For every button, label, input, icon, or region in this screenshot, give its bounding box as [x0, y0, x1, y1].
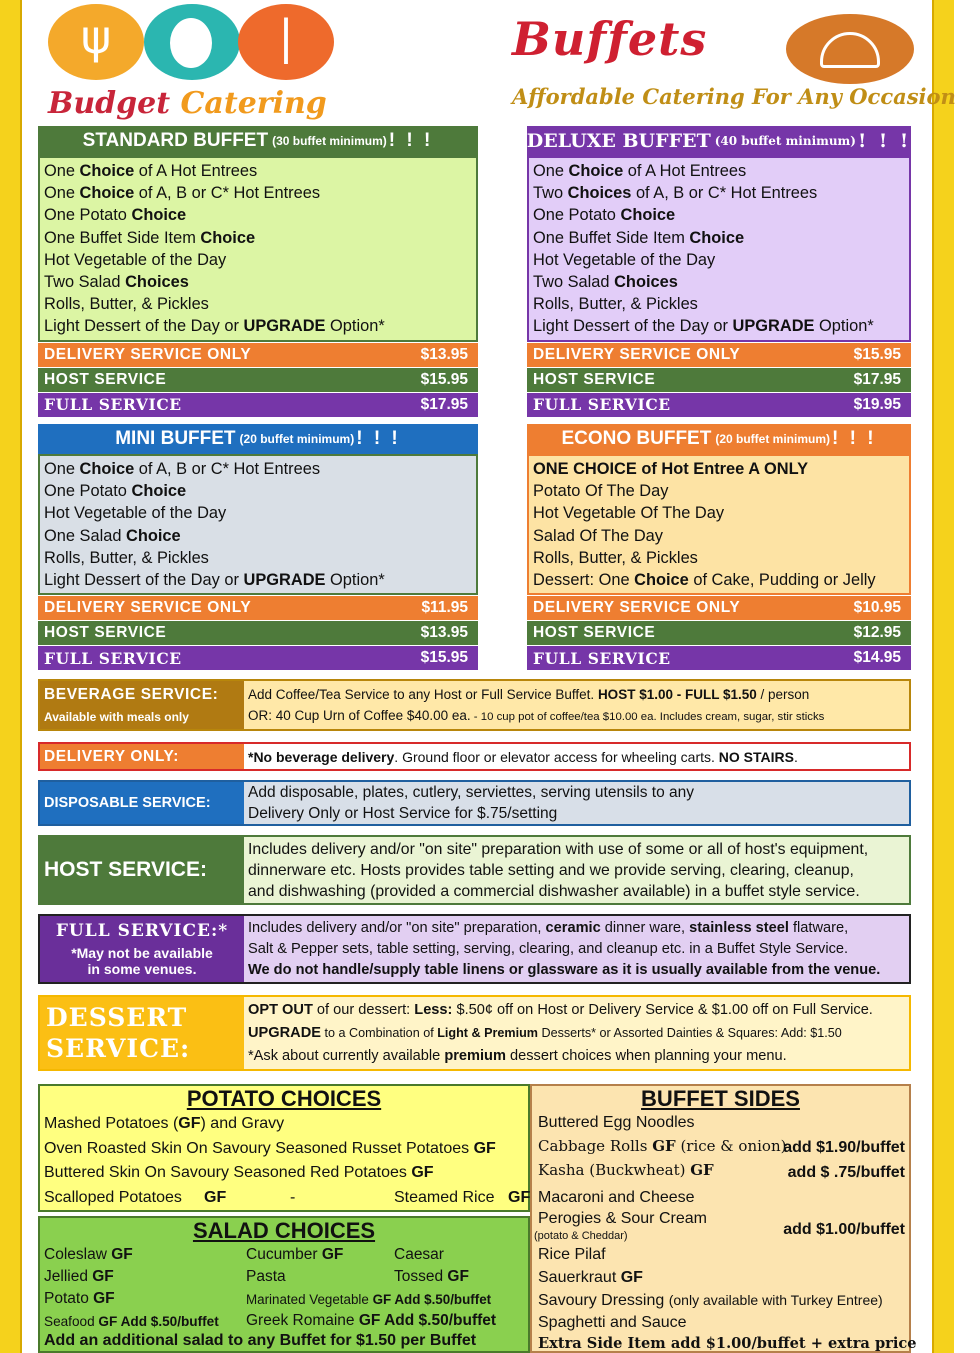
beverage-label: BEVERAGE SERVICE:	[44, 686, 219, 703]
deluxe-buffet	[527, 126, 911, 417]
service-label: FULL SERVICE	[44, 648, 182, 668]
standard-exclaim: ! ! !	[388, 130, 434, 151]
service-label: DELIVERY SERVICE ONLY	[533, 345, 741, 363]
buffet-item: Hot Vegetable of the Day	[44, 250, 227, 269]
right-border	[932, 0, 954, 1353]
side-item: Rice Pilaf	[538, 1246, 606, 1263]
deluxe-minimum: (40 buffet minimum)	[714, 134, 856, 148]
potato-choices-title: POTATO CHOICES	[186, 1086, 382, 1111]
side-item: Kasha (Buckwheat) GF	[538, 1161, 714, 1179]
buffet-item: One Buffet Side Item Choice	[533, 228, 745, 247]
knife-icon: |	[238, 4, 334, 80]
service-label: FULL SERVICE	[533, 395, 671, 415]
buffet-sides-title: BUFFET SIDES	[641, 1086, 800, 1111]
host-line2: dinnerware etc. Hosts provides table setting and we provide serving, clearing, cleanup,	[248, 861, 854, 879]
disposable-label: DISPOSABLE SERVICE:	[44, 795, 211, 811]
fork-icon: ψ	[48, 4, 144, 80]
buffet-item: One Potato Choice	[44, 206, 187, 225]
standard-full-service-row	[38, 393, 478, 417]
salad-item: Tossed GF	[394, 1268, 469, 1285]
budget-catering-logo	[48, 4, 418, 126]
side-item: Sauerkraut GF	[538, 1269, 643, 1286]
beverage-pot: - 10 cup pot of coffee/tea $10.00 ea. Includes cream, sugar, stir sticks	[470, 711, 825, 723]
disposable-service	[38, 780, 911, 826]
disposable-line2: Delivery Only or Host Service for $.75/setting	[248, 805, 558, 822]
salad-item: Seafood GF Add $.50/buffet	[44, 1314, 219, 1329]
service-price: $15.95	[853, 345, 901, 363]
service-label: FULL SERVICE	[44, 395, 182, 415]
buffet-item: One Potato Choice	[533, 206, 676, 225]
beverage-sublabel: Available with meals only	[44, 710, 189, 724]
of-our-dessert: of our dessert:	[312, 1001, 415, 1018]
service-label: HOST SERVICE	[44, 624, 167, 642]
salad-choices	[38, 1216, 530, 1353]
side-item-note: (potato & Cheddar)	[534, 1230, 628, 1242]
side-item: Perogies & Sour Cream	[538, 1210, 707, 1227]
econo-delivery-service-row	[527, 596, 911, 620]
econo-exclaim: ! ! !	[832, 428, 877, 449]
page-title: Buffets	[512, 12, 708, 66]
buffet-item: Light Dessert of the Day or UPGRADE Option*	[44, 317, 385, 336]
opt-out: OPT OUT	[248, 1001, 313, 1018]
buffet-item: Light Dessert of the Day or UPGRADE Option*	[44, 571, 385, 590]
potato-item: Mashed Potatoes (GF) and Gravy	[44, 1115, 285, 1132]
econo-full-service-row	[527, 646, 911, 670]
econo-buffet-header	[527, 424, 911, 454]
buffet-item: Hot Vegetable of the Day	[533, 250, 716, 269]
buffet-item: Rolls, Butter, & Pickles	[44, 295, 209, 314]
service-price: $12.95	[853, 624, 901, 642]
premium: premium	[444, 1047, 506, 1064]
service-price: $10.95	[853, 599, 901, 617]
econo-host-service-row	[527, 621, 911, 645]
buffet-item: One Buffet Side Item Choice	[44, 228, 256, 247]
delivery-only-label: DELIVERY ONLY:	[44, 747, 180, 765]
tagline: Affordable Catering For Any Occasion	[512, 84, 956, 109]
salad-item: Coleslaw GF	[44, 1246, 133, 1263]
buffet-item: Salad Of The Day	[533, 526, 663, 545]
deluxe-title: DELUXE BUFFET	[526, 130, 711, 152]
buffet-item: Two Choices of A, B or C* Hot Entrees	[533, 184, 818, 203]
service-price: $17.95	[853, 370, 901, 388]
mini-exclaim: ! ! !	[356, 428, 401, 449]
standard-host-service-row	[38, 368, 478, 392]
potato-item: Buttered Skin On Savoury Seasoned Red Potatoes GF	[44, 1164, 434, 1182]
buffet-item: One Choice of A Hot Entrees	[533, 162, 747, 180]
left-border	[0, 0, 22, 1353]
side-item: Buttered Egg Noodles	[538, 1114, 695, 1131]
potato-item: Scalloped Potatoes GF - Steamed Rice GF	[44, 1188, 531, 1206]
side-item: Savoury Dressing (only available with Turkey Entree)	[538, 1292, 883, 1309]
beverage-service	[38, 679, 911, 731]
full-service	[38, 914, 911, 984]
econo-title: ECONO BUFFET	[561, 428, 712, 449]
buffet-item: Light Dessert of the Day or UPGRADE Option*	[533, 317, 874, 336]
opt-out-discount: $.50¢ off on Host or Delivery Service & $1.00 off on Full Service.	[452, 1001, 873, 1018]
mini-minimum: (20 buffet minimum)	[239, 432, 355, 446]
buffet-item: Rolls, Butter, & Pickles	[533, 295, 698, 314]
mini-delivery-service-row	[38, 596, 478, 620]
standard-title: STANDARD BUFFET	[82, 130, 269, 151]
service-price: $19.95	[853, 395, 901, 413]
service-price: $13.95	[420, 624, 468, 642]
spoon-icon	[144, 4, 240, 80]
beverage-line1: Add Coffee/Tea Service to any Host or Full Service Buffet.	[248, 687, 598, 702]
kasha-price: add $ .75/buffet	[787, 1164, 905, 1181]
deluxe-buffet-header	[527, 126, 911, 156]
service-price: $13.95	[420, 345, 468, 363]
side-item: Cabbage Rolls GF (rice & onion)	[538, 1137, 787, 1155]
delivery-period: .	[793, 748, 798, 765]
less: Less:	[414, 1001, 453, 1018]
light-premium: Light & Premium	[437, 1025, 538, 1040]
service-label: DELIVERY SERVICE ONLY	[44, 345, 252, 363]
upgrade-price: Desserts* or Assorted Dainties & Squares: Add: $1.50	[537, 1025, 842, 1040]
buffet-item: One Choice of A Hot Entrees	[44, 162, 258, 180]
service-label: HOST SERVICE	[533, 624, 656, 642]
deluxe-delivery-service-row	[527, 343, 911, 367]
side-item: Spaghetti and Sauce	[538, 1314, 687, 1331]
no-beverage-delivery: *No beverage delivery	[248, 748, 395, 765]
standard-buffet-items	[38, 156, 478, 342]
host-service	[38, 835, 911, 905]
extra-side-item: Extra Side Item add $1.00/buffet + extra price	[538, 1335, 917, 1352]
upgrade: UPGRADE	[248, 1024, 321, 1041]
dessert-label2: SERVICE:	[46, 1034, 191, 1063]
beverage-urn: OR: 40 Cup Urn of Coffee $40.00 ea.	[248, 708, 471, 723]
potato-item: Oven Roasted Skin On Savoury Seasoned Russet Potatoes GF	[44, 1139, 496, 1157]
service-price: $11.95	[421, 599, 468, 617]
beverage-host-price: HOST $1.00	[597, 687, 673, 702]
buffet-item: Hot Vegetable of the Day	[44, 504, 227, 523]
salad-footer: Add an additional salad to any Buffet for $1.50 per Buffet	[44, 1332, 477, 1349]
econo-minimum: (20 buffet minimum)	[715, 432, 830, 446]
disposable-line1: Add disposable, plates, cutlery, serviettes, serving utensils to any	[248, 784, 694, 801]
logo-word-catering: Catering	[180, 86, 327, 121]
service-label: DELIVERY SERVICE ONLY	[533, 599, 741, 617]
buffet-item: Two Salad Choices	[533, 273, 678, 292]
beverage-per-person: / person	[756, 687, 810, 702]
standard-minimum: (30 buffet minimum)	[272, 134, 387, 148]
buffet-item: Potato Of The Day	[533, 482, 669, 501]
buffet-item: One Salad Choice	[44, 526, 181, 545]
full-line2: Salt & Pepper sets, table setting, serving, clearing, and cleanup etc. in a Buffet Style Service.	[248, 940, 849, 957]
delivery-access-note: . Ground floor or elevator access for wheeling carts.	[394, 748, 719, 765]
buffet-item: Rolls, Butter, & Pickles	[44, 548, 209, 567]
service-price: $17.95	[420, 395, 468, 413]
cabbage-rolls-price: add $1.90/buffet	[783, 1139, 905, 1156]
buffet-item: Hot Vegetable Of The Day	[533, 504, 725, 523]
side-item: Macaroni and Cheese	[538, 1189, 695, 1206]
buffet-item: One Potato Choice	[44, 482, 187, 501]
service-price: $15.95	[420, 370, 468, 388]
perogies-price: add $1.00/buffet	[783, 1221, 905, 1238]
econo-buffet-items	[527, 454, 911, 595]
service-price: $15.95	[420, 649, 468, 667]
deluxe-exclaim: ! ! !	[857, 130, 912, 152]
mini-full-service-row	[38, 646, 478, 670]
buffet-item: ONE CHOICE of Hot Entree A ONLY	[533, 460, 809, 478]
salad-item: Potato GF	[44, 1290, 115, 1307]
mini-buffet-items	[38, 454, 478, 595]
salad-item: Pasta	[246, 1268, 286, 1285]
standard-buffet	[38, 126, 478, 417]
delivery-only	[38, 742, 911, 771]
full-sub2: in some venues.	[87, 961, 197, 977]
upgrade-combination: to a Combination of	[320, 1025, 438, 1040]
mini-buffet	[38, 424, 478, 670]
dessert-service	[38, 995, 911, 1071]
dinner-ware: dinner ware,	[600, 919, 690, 936]
salad-item: Cucumber GF	[246, 1246, 344, 1263]
standard-buffet-header	[38, 126, 478, 156]
ask-about: *Ask about currently available	[248, 1047, 445, 1064]
salad-item: Greek Romaine GF Add $.50/buffet	[246, 1312, 497, 1329]
no-stairs: NO STAIRS	[718, 748, 794, 765]
mini-title: MINI BUFFET	[115, 428, 236, 449]
ceramic: ceramic	[545, 919, 601, 936]
host-line3: and dishwashing (provided a commercial dishwasher available) in a buffet style service.	[248, 882, 860, 900]
salad-choices-title: SALAD CHOICES	[192, 1218, 376, 1243]
salad-item: Marinated Vegetable GF Add $.50/buffet	[246, 1292, 492, 1307]
host-label: HOST SERVICE:	[44, 858, 207, 881]
flatware: flatware,	[788, 919, 849, 936]
buffet-sides	[530, 1084, 917, 1353]
service-label: HOST SERVICE	[44, 370, 167, 388]
salad-item: Jellied GF	[44, 1268, 114, 1285]
mini-host-service-row	[38, 621, 478, 645]
service-label: FULL SERVICE	[533, 648, 671, 668]
buffet-item: Two Salad Choices	[44, 273, 189, 292]
service-price: $14.95	[853, 649, 901, 667]
buffet-item: One Choice of A, B or C* Hot Entrees	[44, 460, 321, 478]
beverage-full-price: $1.50	[722, 687, 757, 702]
buffet-item: Rolls, Butter, & Pickles	[533, 548, 698, 567]
service-label: HOST SERVICE	[533, 370, 656, 388]
standard-delivery-service-row	[38, 343, 478, 367]
deluxe-full-service-row	[527, 393, 911, 417]
service-label: DELIVERY SERVICE ONLY	[44, 599, 252, 617]
salad-item: Caesar	[394, 1246, 444, 1263]
full-label: FULL SERVICE:*	[55, 921, 229, 941]
host-line1: Includes delivery and/or "on site" preparation with use of some or all of host's equipment,	[248, 840, 869, 858]
potato-choices	[38, 1084, 530, 1212]
econo-buffet	[527, 424, 911, 670]
mini-buffet-header	[38, 424, 478, 454]
deluxe-buffet-items	[527, 156, 911, 342]
full-line1: Includes delivery and/or "on site" preparation,	[248, 919, 546, 936]
buffet-item: One Choice of A, B or C* Hot Entrees	[44, 184, 321, 203]
logo-word-budget: Budget	[48, 86, 171, 121]
chafing-dish-icon	[786, 14, 914, 84]
stainless-steel: stainless steel	[689, 919, 789, 936]
buffet-item: Dessert: One Choice of Cake, Pudding or Jelly	[533, 571, 876, 590]
deluxe-host-service-row	[527, 368, 911, 392]
dessert-choices-note: dessert choices when planning your menu.	[505, 1047, 787, 1064]
logo-title	[48, 86, 327, 121]
full-line3: We do not handle/supply table linens or glassware as it is usually available from the venue.	[248, 961, 881, 978]
dessert-label1: DESSERT	[46, 1003, 188, 1032]
full-sub1: *May not be available	[71, 945, 213, 961]
beverage-full-label: - FULL	[672, 687, 723, 702]
